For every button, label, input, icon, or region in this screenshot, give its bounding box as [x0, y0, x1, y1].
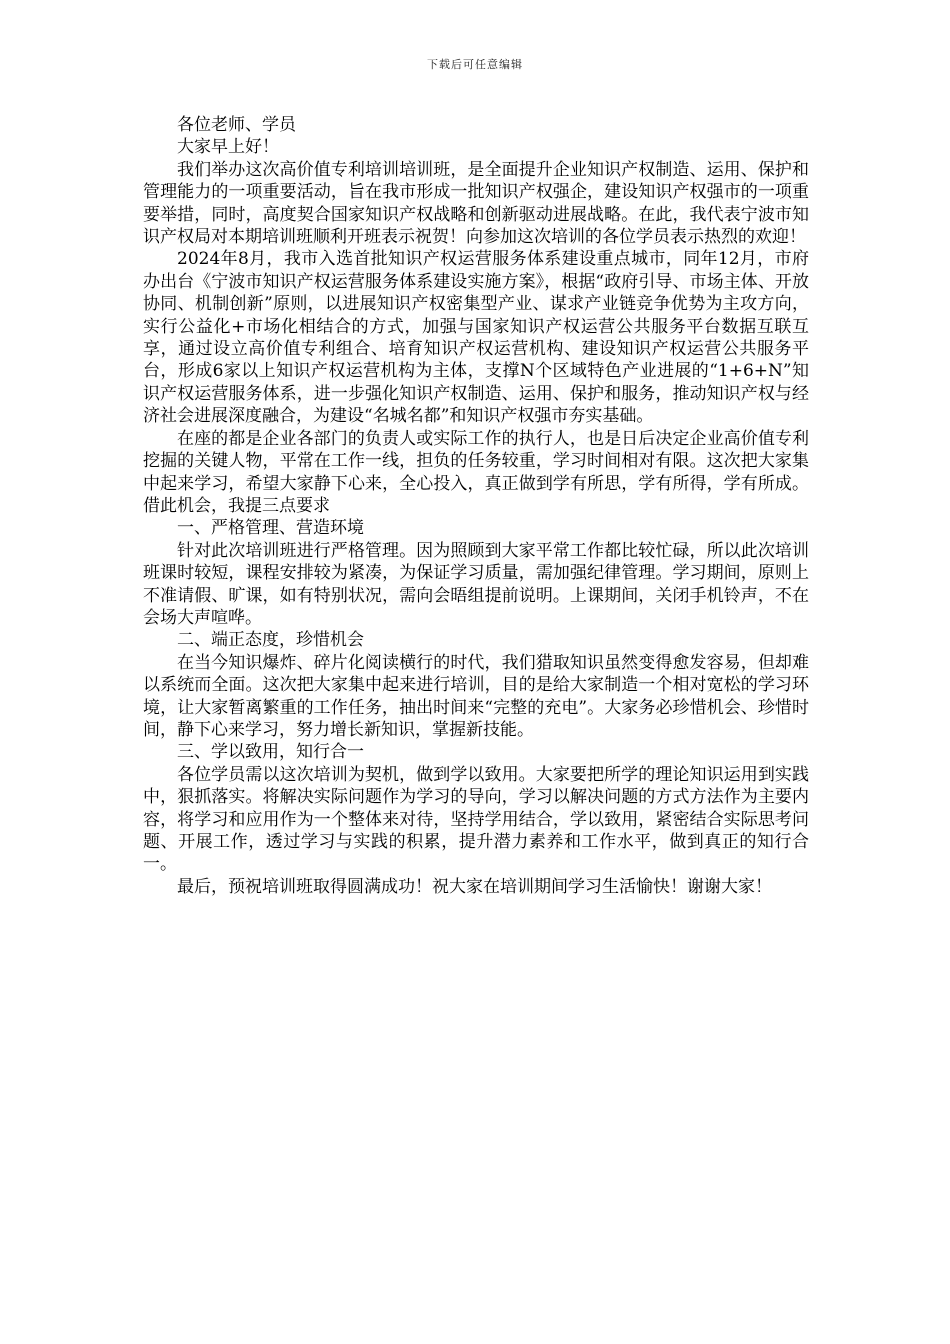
paragraph-section-1: 针对此次培训班进行严格管理。因为照顾到大家平常工作都比较忙碌，所以此次培训班课时较短，课程安排较为紧凑，为保证学习质量，需加强纪律管理。学习期间，原则上不准请假、旷课，如有特别状况，需向会晤组提前说明。上课期间，关闭手机铃声，不在会场大声喧哗。	[143, 540, 809, 628]
document-body	[143, 114, 809, 898]
paragraph-audience: 在座的都是企业各部门的负责人或实际工作的执行人，也是日后决定企业高价值专利挖掘的关键人物，平常在工作一线，担负的任务较重，学习时间相对有限。这次把大家集中起来学习，希望大家静下心来，全心投入，真正做到学有所思，学有所得，学有所成。借此机会，我提三点要求	[143, 428, 809, 516]
paragraph-closing: 最后，预祝培训班取得圆满成功！祝大家在培训期间学习生活愉快！谢谢大家！	[177, 876, 772, 897]
section-heading-2: 二、端正态度，珍惜机会	[177, 630, 364, 651]
paragraph-section-2: 在当今知识爆炸、碎片化阅读横行的时代，我们猎取知识虽然变得愈发容易，但却难以系统而全面。这次把大家集中起来进行培训，目的是给大家制造一个相对宽松的学习环境，让大家暂离繁重的工作任务，抽出时间来“完整的充电”。大家务必珍惜机会、珍惜时间，静下心来学习，努力增长新知识，掌握新技能。	[143, 652, 809, 740]
paragraph-intro: 我们举办这次高价值专利培训培训班，是全面提升企业知识产权制造、运用、保护和管理能力的一项重要活动，旨在我市形成一批知识产权强企，建设知识产权强市的一项重要举措，同时，高度契合国家知识产权战略和创新驱动进展战略。在此，我代表宁波市知识产权局对本期培训班顺利开班表示祝贺！向参加这次培训的各位学员表示热烈的欢迎！	[143, 159, 809, 248]
paragraph-section-3: 各位学员需以这次培训为契机，做到学以致用。大家要把所学的理论知识运用到实践中，狠抓落实。将解决实际问题作为学习的导向，学习以解决问题的方式方法作为主要内容，将学习和应用作为一个整体来对待，坚持学用结合，学以致用，紧密结合实际思考问题、开展工作，透过学习与实践的积累，提升潜力素养和工作水平，做到真正的知行合一。	[143, 764, 809, 875]
page-header-note: 下载后可任意编辑	[427, 58, 523, 71]
paragraph-background: 2024年8月，我市入选首批知识产权运营服务体系建设重点城市，同年12月，市府办出台《宁波市知识产权运营服务体系建设实施方案》，根据“政府引导、市场主体、开放协同、机制创新”原则，以进展知识产权密集型产业、谋求产业链竞争优势为主攻方向，实行公益化+市场化相结合的方式，加强与国家知识产权运营公共服务平台数据互联互享，通过设立高价值专利组合、培育知识产权运营机构、建设知识产权运营公共服务平台，形成6家以上知识产权运营机构为主体，支撑N个区域特色产业进展的“1+6+N”知识产权运营服务体系，进一步强化知识产权制造、运用、保护和服务，推动知识产权与经济社会进展深度融合，为建设“名城名都”和知识产权强市夯实基础。	[143, 249, 809, 427]
section-heading-3: 三、学以致用，知行合一	[177, 742, 364, 763]
section-heading-1: 一、严格管理、营造环境	[177, 518, 364, 539]
greeting: 大家早上好！	[177, 137, 279, 158]
salutation: 各位老师、学员	[177, 115, 296, 135]
